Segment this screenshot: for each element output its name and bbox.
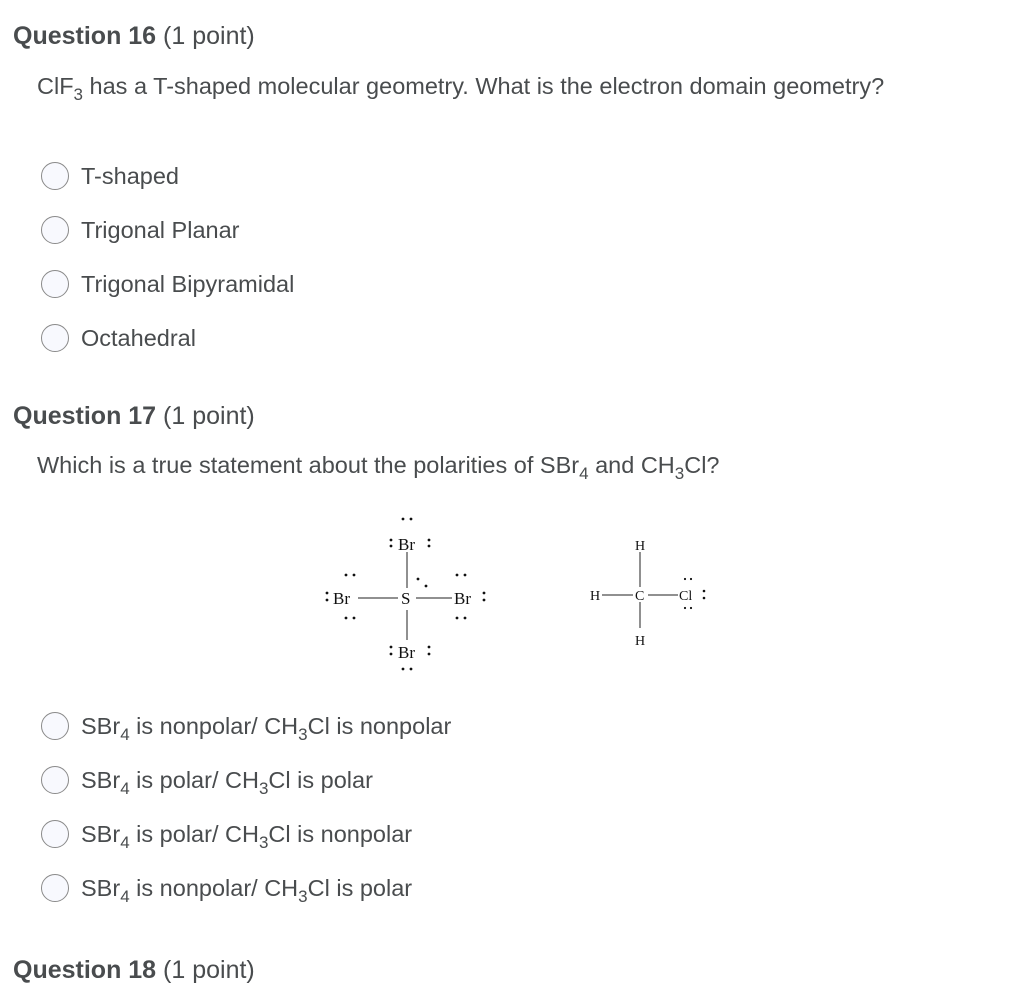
question-16-prompt: [37, 73, 885, 104]
radio-button[interactable]: [41, 766, 69, 794]
subscript: 4: [579, 464, 589, 483]
radio-button[interactable]: [41, 216, 69, 244]
text-segment: and CH: [588, 452, 675, 478]
text-segment: SBr: [81, 874, 121, 901]
radio-button[interactable]: [41, 874, 69, 902]
option-label: [81, 325, 196, 352]
subscript: 4: [120, 832, 130, 852]
text-segment: Cl is polar: [268, 766, 373, 793]
atom-cl: Cl: [679, 589, 693, 604]
text-segment: Cl is nonpolar: [307, 712, 452, 739]
subscript: 4: [120, 724, 130, 744]
atom-s: S: [401, 589, 411, 608]
subscript: 3: [258, 832, 269, 852]
radio-button[interactable]: [41, 712, 69, 740]
subscript: 4: [120, 886, 130, 906]
question-16-heading: Question 16 (1 point): [13, 22, 255, 50]
text-segment: is nonpolar/ CH: [129, 874, 299, 901]
text-segment: is nonpolar/ CH: [129, 712, 299, 739]
text-segment: Trigonal Bipyramidal: [81, 270, 295, 297]
text-segment: is polar/ CH: [129, 766, 259, 793]
text-segment: is polar/ CH: [129, 820, 259, 847]
text-segment: Cl?: [684, 452, 720, 478]
text-segment: T-shaped: [81, 162, 179, 189]
radio-button[interactable]: [41, 324, 69, 352]
option-trigonal-planar[interactable]: [41, 214, 240, 246]
atom-h-left: H: [590, 589, 601, 604]
atom-h-bottom: H: [635, 634, 646, 649]
atom-h-top: H: [635, 539, 646, 554]
subscript: 3: [298, 886, 308, 906]
text-segment: Which is a true statement about the polarities of SBr: [37, 452, 580, 478]
text-segment: Cl is polar: [307, 874, 413, 901]
option-label: [81, 712, 452, 744]
text-segment: Octahedral: [81, 324, 196, 351]
text-segment: Cl is nonpolar: [268, 820, 413, 847]
option-nonpolar-polar[interactable]: [41, 872, 412, 904]
text-segment: has a T-shaped molecular geometry. What is the electron domain geometry?: [83, 73, 885, 99]
atom-br-top: Br: [398, 535, 415, 554]
option-polar-polar[interactable]: [41, 764, 373, 796]
subscript: 3: [258, 778, 269, 798]
subscript: 3: [298, 724, 308, 744]
text-segment: SBr: [81, 712, 121, 739]
option-t-shaped[interactable]: [41, 160, 179, 192]
option-label: [81, 766, 373, 798]
option-octahedral[interactable]: [41, 322, 196, 354]
option-label: [81, 820, 413, 852]
radio-button[interactable]: [41, 270, 69, 298]
text-segment: SBr: [81, 766, 121, 793]
question-18-heading: Question 18 (1 point): [13, 956, 255, 984]
subscript: 4: [120, 778, 130, 798]
text-segment: SBr: [81, 820, 121, 847]
sbr4-lewis-structure: [326, 518, 486, 671]
text-segment: Trigonal Planar: [81, 216, 240, 243]
atom-c: C: [635, 589, 645, 604]
subscript: 3: [73, 85, 84, 104]
radio-button[interactable]: [41, 820, 69, 848]
question-17-prompt: [37, 452, 720, 483]
ch3cl-lewis-structure: [590, 539, 705, 649]
question-17-heading: Question 17 (1 point): [13, 402, 255, 430]
lewis-structures-image: [300, 500, 740, 680]
option-nonpolar-nonpolar[interactable]: [41, 710, 451, 742]
radio-button[interactable]: [41, 162, 69, 190]
option-label: [81, 874, 413, 906]
atom-br-left: Br: [333, 589, 350, 608]
option-label: [81, 163, 179, 190]
option-label: [81, 271, 294, 298]
option-trigonal-bipyramidal[interactable]: [41, 268, 294, 300]
atom-br-bottom: Br: [398, 643, 415, 662]
option-label: [81, 217, 240, 244]
atom-br-right: Br: [454, 589, 471, 608]
text-segment: ClF: [37, 73, 74, 99]
subscript: 3: [674, 464, 685, 483]
option-polar-nonpolar[interactable]: [41, 818, 412, 850]
